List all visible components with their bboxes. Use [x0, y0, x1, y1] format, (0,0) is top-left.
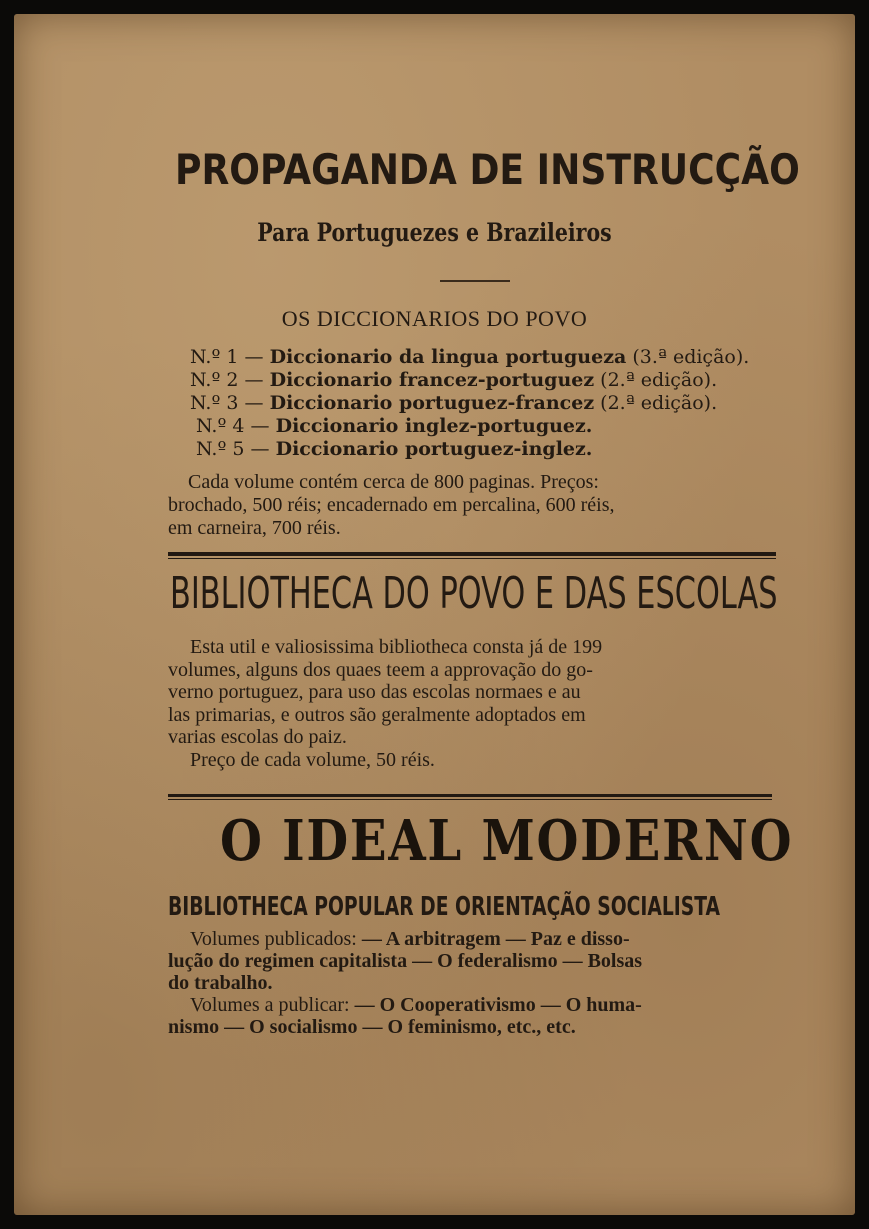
- text-line: las primarias, e outros são geralmente adoptados em: [168, 703, 586, 726]
- text-line: volumes, alguns dos quaes teem a approvação do go-: [168, 658, 593, 681]
- ideal-volumes: [168, 928, 788, 1038]
- divider-short: [440, 280, 510, 282]
- dictionary-edition: (3.ª edição).: [626, 346, 750, 368]
- text-line: do trabalho.: [168, 972, 273, 994]
- page-title: PROPAGANDA DE INSTRUCÇÃO: [175, 145, 800, 194]
- page-subtitle: Para Portuguezes e Brazileiros: [257, 218, 612, 247]
- dictionary-item: [190, 369, 830, 392]
- published-titles: — A arbitragem — Paz e disso-: [356, 928, 630, 950]
- dictionary-item: [190, 415, 830, 438]
- dictionary-edition: (2.ª edição).: [594, 392, 718, 414]
- dictionary-item: [190, 438, 830, 461]
- text-line: verno portuguez, para uso das escolas normaes e au: [168, 681, 581, 703]
- price-line: em carneira, 700 réis.: [168, 517, 341, 539]
- dictionary-edition: (2.ª edição).: [594, 369, 718, 391]
- dictionary-item: [190, 392, 830, 415]
- dictionary-item: [190, 346, 830, 369]
- text-line: [168, 928, 788, 950]
- text-line: Preço de cada volume, 50 réis.: [190, 748, 435, 771]
- divider-thin: [168, 799, 772, 800]
- bibliotheca-text: [168, 636, 788, 771]
- published-label: Volumes publicados:: [190, 928, 357, 950]
- dictionary-list: [190, 346, 830, 461]
- upcoming-titles: — O Cooperativismo — O huma-: [349, 994, 642, 1016]
- text-line: varias escolas do paiz.: [168, 726, 347, 748]
- upcoming-label: Volumes a publicar:: [190, 994, 350, 1016]
- ideal-subtitle: BIBLIOTHECA POPULAR DE ORIENTAÇÃO SOCIALISTA: [168, 892, 721, 922]
- text-line: lução do regimen capitalista — O federalismo — Bolsas: [168, 950, 643, 972]
- text-line: nismo — O socialismo — O feminismo, etc., etc.: [168, 1016, 576, 1038]
- dictionary-number: N.º 1 —: [190, 346, 270, 368]
- dictionary-number: N.º 4 —: [196, 415, 276, 437]
- dictionary-name: Diccionario portuguez-inglez.: [275, 438, 593, 460]
- ideal-title: O IDEAL MODERNO: [220, 808, 794, 874]
- dictionary-number: N.º 5 —: [196, 438, 276, 460]
- dictionary-name: Diccionario portuguez-francez: [269, 392, 595, 414]
- bibliotheca-title: BIBLIOTHECA DO POVO E DAS ESCOLAS: [170, 568, 778, 619]
- dictionary-number: N.º 2 —: [190, 369, 270, 391]
- text-line: Esta util e valiosissima bibliotheca consta já de 199: [190, 636, 603, 658]
- dictionary-name: Diccionario francez-portuguez: [269, 369, 595, 391]
- divider-thick: [168, 552, 776, 556]
- dictionary-number: N.º 3 —: [190, 392, 270, 414]
- price-line: Cada volume contém cerca de 800 paginas. Preços:: [188, 471, 599, 493]
- text-line: [168, 994, 788, 1016]
- divider-thin: [168, 558, 776, 559]
- dictionaries-heading: OS DICCIONARIOS DO POVO: [281, 306, 588, 331]
- price-line: brochado, 500 réis; encadernado em percalina, 600 réis,: [168, 494, 615, 516]
- dictionary-name: Diccionario da lingua portugueza: [269, 346, 627, 368]
- divider-thick: [168, 794, 772, 797]
- dictionary-name: Diccionario inglez-portuguez.: [275, 415, 593, 437]
